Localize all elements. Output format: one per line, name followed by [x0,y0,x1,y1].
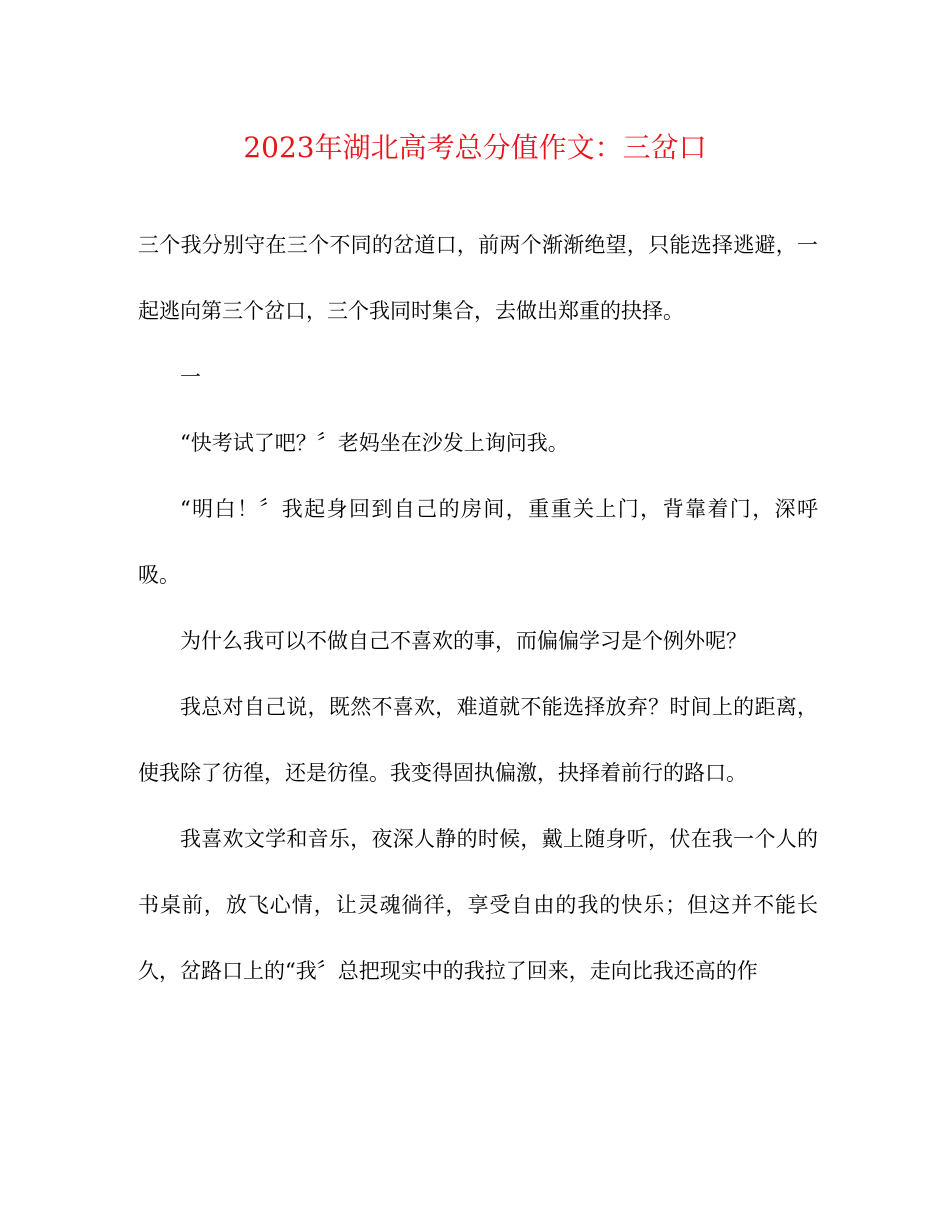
document-title: 2023年湖北高考总分值作文：三岔口 [243,131,707,164]
paragraph-5: 为什么我可以不做自己不喜欢的事，而偏偏学习是个例外呢？ [180,629,747,653]
paragraph-3: “快考试了吧？〞老妈坐在沙发上询问我。 [180,431,569,455]
paragraph-2: 一 [180,365,201,389]
paragraph-1: 三个我分别守在三个不同的岔道口，前两个渐渐绝望，只能选择逃避，一起逃向第三个岔口，三个我同时集合，去做出郑重的抉择。 [138,233,818,323]
paragraph-6: 我总对自己说，既然不喜欢，难道就不能选择放弃？时间上的距离，使我除了彷徨，还是彷徨。我变得固执偏激，抉择着前行的路口。 [138,695,818,785]
paragraph-7: 我喜欢文学和音乐，夜深人静的时候，戴上随身听，伏在我一个人的书桌前，放飞心情，让灵魂徜徉，享受自由的我的快乐；但这并不能长久，岔路口上的“我〞总把现实中的我拉了回来，走向比我还高的作 [138,827,818,983]
paragraph-4: “明白！〞我起身回到自己的房间，重重关上门，背靠着门，深呼吸。 [138,497,818,587]
document-body [138,212,818,1004]
